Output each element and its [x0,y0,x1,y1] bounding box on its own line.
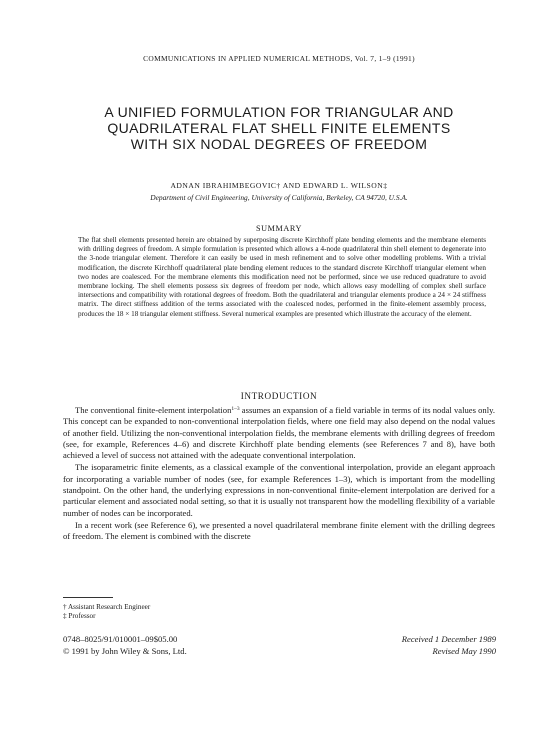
authors: ADNAN IBRAHIMBEGOVIC† AND EDWARD L. WILSON‡ [170,181,388,190]
paragraph [63,405,495,461]
journal-header: COMMUNICATIONS IN APPLIED NUMERICAL METHODS, Vol. 7, 1–9 (1991) [143,54,415,63]
article-code: 0748–8025/91/010001–09$05.00 [63,634,178,644]
footnotes [63,603,150,621]
footnote-rule [63,597,113,598]
abstract-text: The flat shell elements presented herein are obtained by superposing discrete Kirchhoff plate bending elements and the membrane elements with drilling degrees of freedom. A simple formulation is presented which allows a 4-node quadrilateral thin shell element to degenerate into the 3-node triangular element. Therefore it can easily be used in mesh refinement and to solve other modelling problems. With a trivial modification, the discrete Kirchhoff quadrilateral plate bending element reduces to the standard discrete Kirchhoff triangular element when two nodes are coalesced. For the membrane elements this modification need not be performed, since we use reduced quadrature to avoid membrane locking. The shell elements possess six degrees of freedom per node, which allows easy modelling of complex shell surface intersections and compatibility with rotational degrees of freedom. Both the quadrilateral and triangular elements produce a 24 × 24 stiffness matrix. The direct stiffness addition of the terms associated with the coalesced nodes, performed in the finite-element assembly process, produces the 18 × 18 triangular element stiffness. Several numerical examples are presented which illustrate the accuracy of the element. [78,236,486,318]
copyright-line: © 1991 by John Wiley & Sons, Ltd. [63,645,187,656]
summary-heading: SUMMARY [255,224,303,233]
citation-superscript: 1–3 [231,406,240,412]
footnote: ‡ Professor [63,612,96,621]
paragraph: In a recent work (see Reference 6), we presented a novel quadrilateral membrane finite element with the drilling degrees of freedom. The element is combined with the discrete [63,519,495,542]
footnote: † Assistant Research Engineer [63,603,151,611]
title-line: A UNIFIED FORMULATION FOR TRIANGULAR AND [104,104,454,120]
paragraph-text: assumes an expansion of a field variable in terms of its nodal values only. This concept can be expanded to non-conventional interpolation fields, where one field may also depend on the nodal values of another field. Utilizing the non-conventional interpolation fields, the membrane elements with drilling degrees of freedom (see, for example, References 4–6) and discrete Kirchhoff plate bending elements (see References 7 and 8), have both achieved a level of success not attained with the adequate conventional interpolation. [63,405,495,461]
submission-dates [300,634,496,657]
affiliation: Department of Civil Engineering, University of California, Berkeley, CA 94720, U.S.A. [150,193,408,202]
paragraph: The isoparametric finite elements, as a classical example of the conventional interpolation, provide an elegant approach for incorporating a variable number of nodes (see, for example References 1–3), which is important from the modelling standpoint. On the other hand, the underlying expressions in non-conventional finite-element interpolation are derived for a particular element and associated nodal setting, so that it is usually not transparent how the modelling flexibility of a variable number of nodes can be incorporated. [63,462,495,518]
title-line: QUADRILATERAL FLAT SHELL FINITE ELEMENTS [107,120,451,136]
received-date: Received 1 December 1989 [401,634,496,644]
publication-imprint [63,634,187,657]
introduction-heading: INTRODUCTION [240,391,318,401]
paragraph-text: The conventional finite-element interpolation [75,405,232,415]
title-line: WITH SIX NODAL DEGREES OF FREEDOM [130,136,428,152]
paper-title [60,104,498,152]
revised-date: Revised May 1990 [432,645,496,656]
body-text [63,405,495,543]
